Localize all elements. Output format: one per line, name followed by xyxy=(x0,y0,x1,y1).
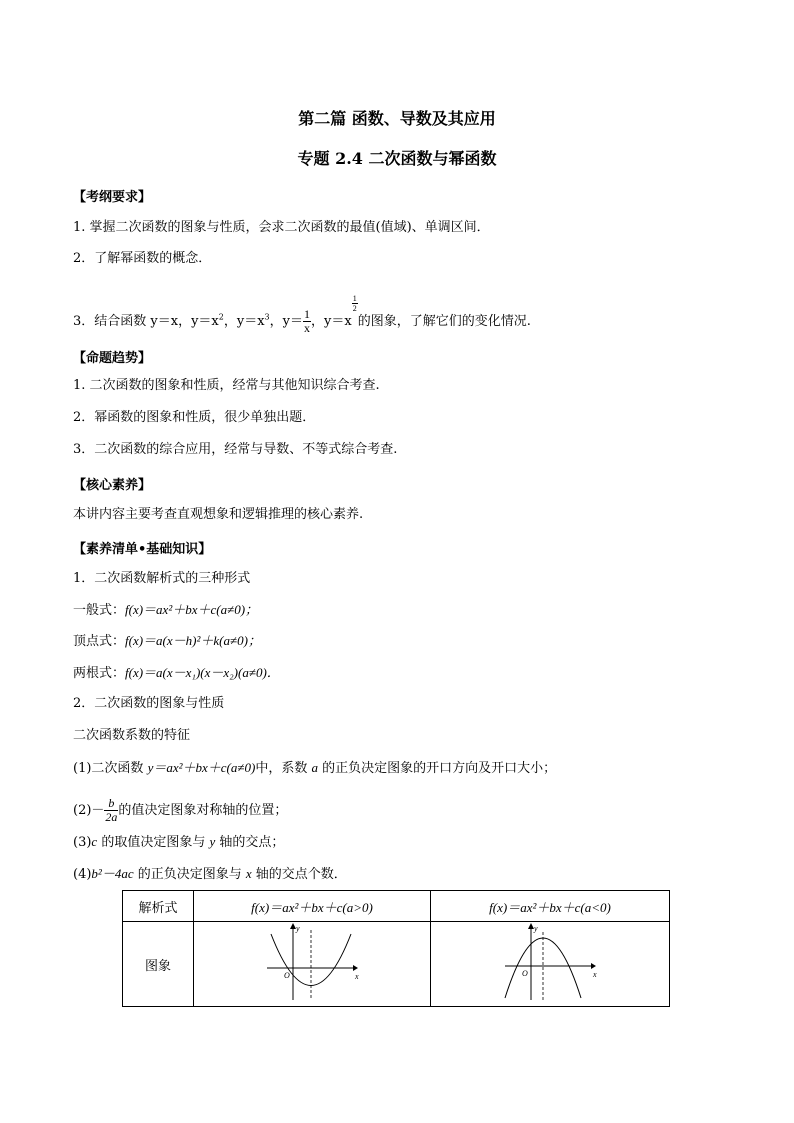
table-header-formula-label: 解析式 xyxy=(123,891,194,922)
coefficient-item-4: (4)b²－4ac 的正负决定图象与 x 轴的交点个数． xyxy=(73,866,347,882)
form-roots: 两根式：f(x)＝a(x－x₁)(x－x₂)(a≠0)． xyxy=(73,665,280,681)
syllabus-item-1: 1. 掌握二次函数的图象与性质，会求二次函数的最值(值域)、单调区间． xyxy=(73,220,490,235)
syllabus-item-2: 2．了解幂函数的概念． xyxy=(73,251,212,266)
trend-heading: 【命题趋势】 xyxy=(73,351,152,366)
table-header-a-negative: f(x)＝ax²＋bx＋c(a<0) xyxy=(431,891,670,922)
basics-heading: 【素养清单•基础知识】 xyxy=(73,542,212,557)
fraction-b-over-2a: $\frac{b}{2a}$ xyxy=(105,796,118,824)
section-2-title: 2．二次函数的图象与性质 xyxy=(73,696,225,711)
topic-title: 专题 2.4 二次函数与幂函数 xyxy=(297,149,497,168)
table-row-label-graph: 图象 xyxy=(123,922,194,1007)
y-axis-label: y xyxy=(296,924,300,933)
literacy-text: 本讲内容主要考查直观想象和逻辑推理的核心素养. xyxy=(73,507,364,522)
graph-cell-upward xyxy=(194,922,431,1007)
trend-item-2: 2．幂函数的图象和性质，很少单独出题． xyxy=(73,410,316,425)
parabola-table xyxy=(122,890,670,1007)
x-axis-label: x xyxy=(355,972,359,981)
upward-parabola-graph xyxy=(257,922,367,1002)
section-1-title: 1．二次函数解析式的三种形式 xyxy=(73,571,251,586)
trend-item-3: 3．二次函数的综合应用，经常与导数、不等式综合考查. xyxy=(73,442,398,457)
downward-parabola-graph xyxy=(495,922,605,1002)
trend-item-1: 1. 二次函数的图象和性质，经常与其他知识综合考查. xyxy=(73,378,380,393)
coefficient-item-1: (1)二次函数 y＝ax²＋bx＋c(a≠0)中，系数 a 的正负决定图象的开口方向及开口大小； xyxy=(73,760,557,776)
exponent-one-half: $\frac{1}{2}$ xyxy=(352,294,357,313)
y-axis-label: y xyxy=(534,924,538,933)
form-vertex: 顶点式：f(x)＝a(x－h)²＋k(a≠0)； xyxy=(73,633,261,649)
table-header-a-positive: f(x)＝ax²＋bx＋c(a>0) xyxy=(194,891,431,922)
x-axis-arrow xyxy=(353,965,358,971)
fraction-one-over-x: $\frac{1}{x}$ xyxy=(304,307,310,335)
coefficient-item-2: (2)－ $\frac{b}{2a}$ 的值决定图象对称轴的位置； xyxy=(73,796,288,824)
graph-cell-downward xyxy=(431,922,670,1007)
syllabus-heading: 【考纲要求】 xyxy=(73,190,152,205)
form-general: 一般式：f(x)＝ax²＋bx＋c(a≠0)； xyxy=(73,602,259,618)
origin-label: O xyxy=(522,969,528,978)
literacy-heading: 【核心素养】 xyxy=(73,478,152,493)
coefficient-title: 二次函数系数的特征 xyxy=(73,728,191,743)
part-title: 第二篇 函数、导数及其应用 xyxy=(298,109,496,128)
x-axis-label: x xyxy=(593,970,597,979)
syllabus-item-3: 3．结合函数 y＝x，$y=x^2$，$y=x^3$，y＝ $\frac{1}{x}$ ，y＝x $\frac{1}{2}$ 的图象，了解它们的变化情况. xyxy=(73,294,531,335)
origin-label: O xyxy=(284,971,290,980)
coefficient-item-3: (3)c 的取值决定图象与 y 轴的交点； xyxy=(73,834,285,850)
x-axis-arrow xyxy=(591,963,596,969)
